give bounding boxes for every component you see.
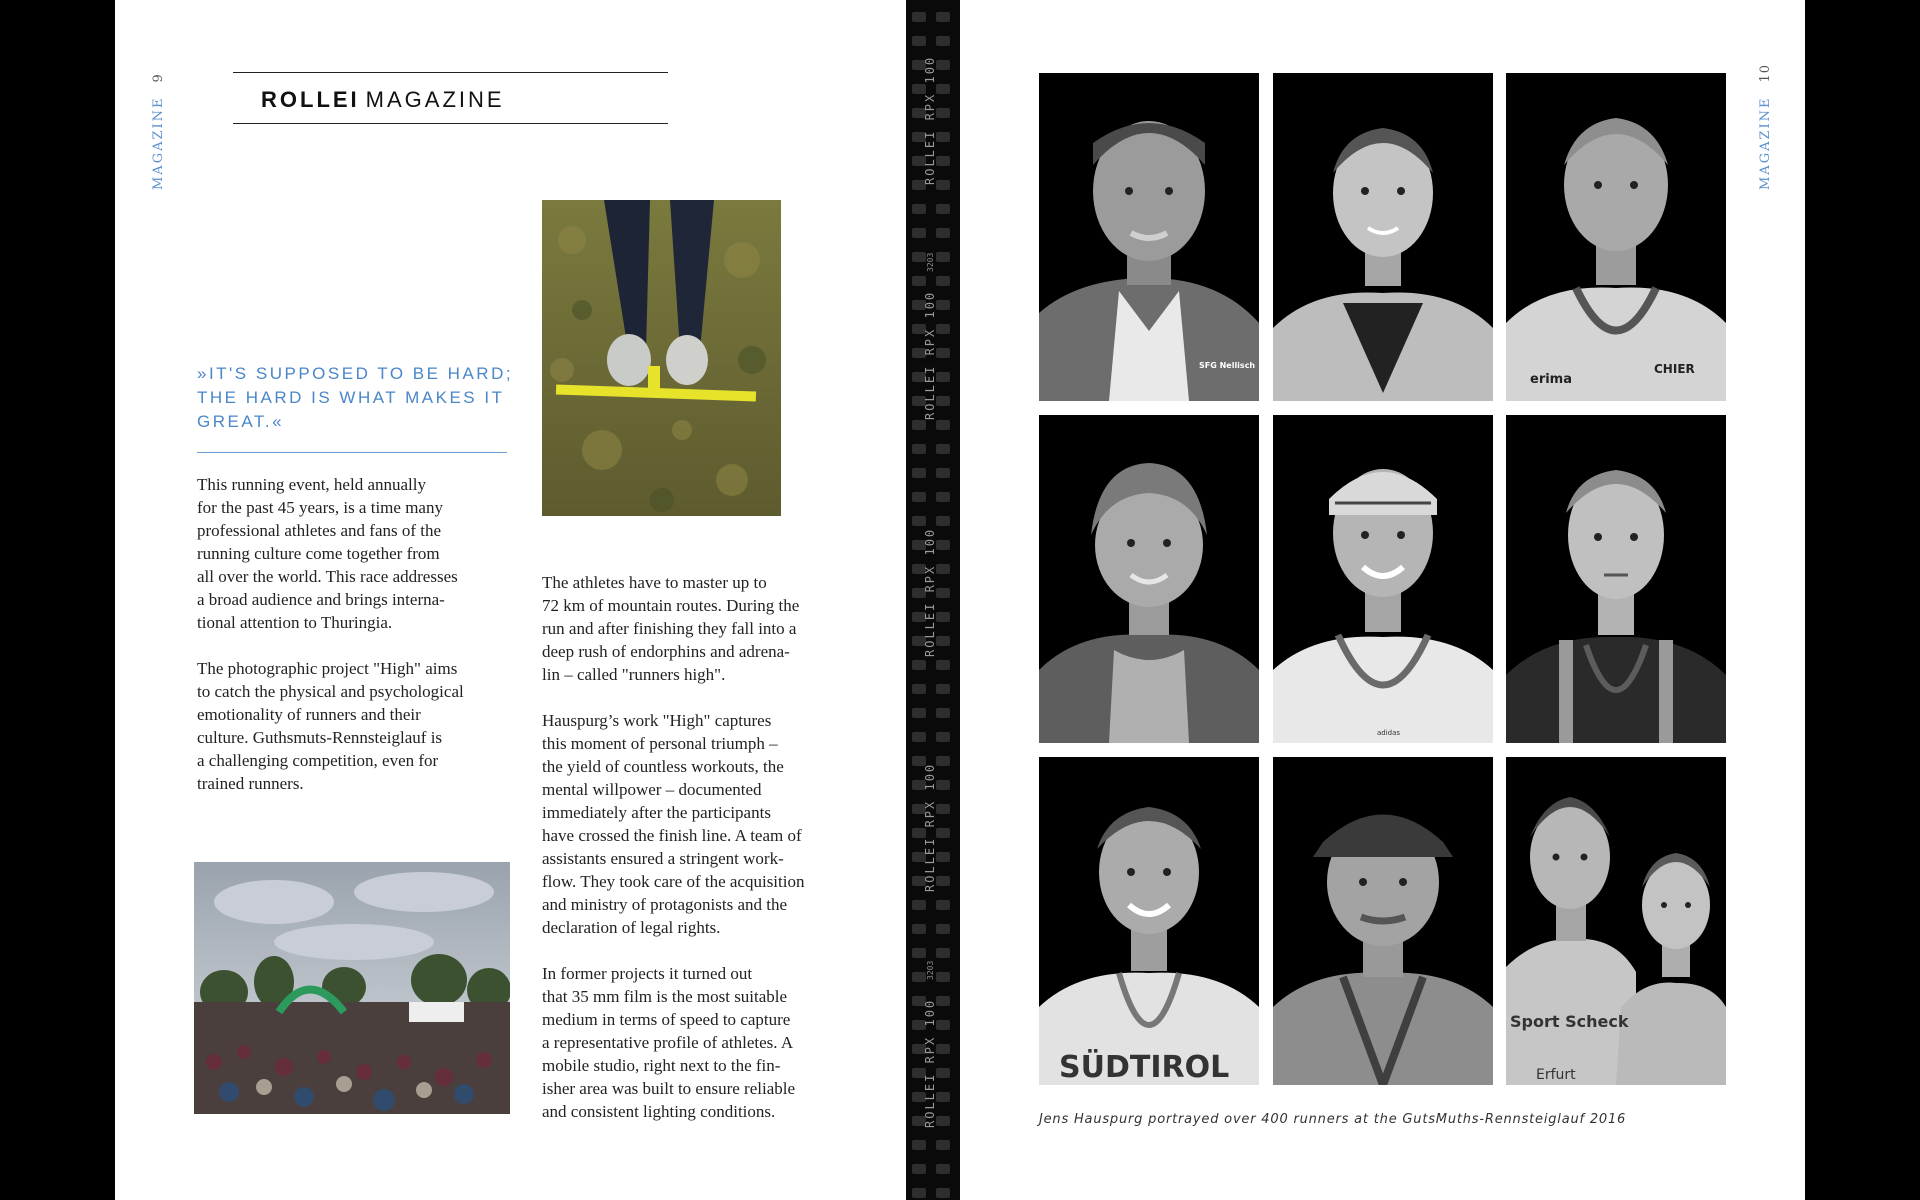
sprocket-hole xyxy=(936,1020,950,1030)
sprocket-hole xyxy=(912,900,926,910)
sprocket-hole xyxy=(936,540,950,550)
sprocket-hole xyxy=(936,1140,950,1150)
sprocket-hole xyxy=(936,36,950,46)
left-page-number: 9 xyxy=(151,73,166,83)
film-label-2: ROLLEI RPX 100 xyxy=(923,290,937,420)
sprocket-hole xyxy=(936,828,950,838)
film-code-2: 3203 xyxy=(926,960,935,980)
sprocket-hole xyxy=(912,948,926,958)
sprocket-hole xyxy=(912,924,926,934)
portrait-5-shirt-text: adidas xyxy=(1377,729,1401,737)
sprocket-hole xyxy=(912,1188,926,1198)
portraits-caption: Jens Hauspurg portrayed over 400 runners at the GutsMuths-Rennsteiglauf 2016 xyxy=(1039,1112,1627,1127)
portrait-9 xyxy=(1506,757,1726,1085)
sprocket-hole xyxy=(936,372,950,382)
sprocket-hole xyxy=(912,516,926,526)
sprocket-hole xyxy=(936,60,950,70)
portrait-5 xyxy=(1273,415,1493,743)
column2-paragraph3: In former projects it turned out that 35 mm film is the most suitable medium in terms of speed to capture a representative profile of athletes. A mobile studio, right next to the fin- isher area was built to ensure reliable and consistent lighting conditions. xyxy=(542,964,796,1121)
portrait-1 xyxy=(1039,73,1259,401)
sprocket-hole xyxy=(936,228,950,238)
sprocket-hole xyxy=(912,204,926,214)
film-label-5: ROLLEI RPX 100 xyxy=(923,998,937,1128)
sprocket-hole xyxy=(936,108,950,118)
sprocket-hole xyxy=(936,564,950,574)
sprocket-hole xyxy=(912,36,926,46)
sprocket-hole xyxy=(936,780,950,790)
sprocket-hole xyxy=(936,852,950,862)
sprocket-hole xyxy=(936,420,950,430)
sprocket-hole xyxy=(936,276,950,286)
masthead xyxy=(233,72,668,124)
masthead-title: MAGAZINE xyxy=(365,87,505,112)
sprocket-hole xyxy=(936,756,950,766)
portrait-9-shirt-text-2: Erfurt xyxy=(1536,1067,1576,1083)
film-label-4: ROLLEI RPX 100 xyxy=(923,762,937,892)
portrait-9-shirt-text: Sport Scheck xyxy=(1510,1012,1629,1031)
sprocket-hole xyxy=(936,1068,950,1078)
sprocket-hole xyxy=(936,996,950,1006)
sprocket-hole xyxy=(936,492,950,502)
right-side-label xyxy=(1758,64,1773,190)
left-side-label xyxy=(151,73,166,190)
sprocket-hole xyxy=(912,420,926,430)
sprocket-hole xyxy=(936,684,950,694)
sprocket-hole xyxy=(936,1116,950,1126)
sprocket-hole xyxy=(936,468,950,478)
sprocket-hole xyxy=(936,12,950,22)
sprocket-hole xyxy=(936,900,950,910)
portrait-4 xyxy=(1039,415,1259,743)
feet-on-finish-line-photo xyxy=(542,200,781,516)
film-label-3: ROLLEI RPX 100 xyxy=(923,527,937,657)
portrait-7 xyxy=(1039,757,1259,1085)
right-page-number: 10 xyxy=(1758,63,1773,83)
sprocket-hole xyxy=(912,1164,926,1174)
sprocket-hole xyxy=(912,708,926,718)
sprocket-hole xyxy=(912,228,926,238)
film-code-1: 3203 xyxy=(926,252,935,272)
sprocket-hole xyxy=(936,804,950,814)
sprocket-hole xyxy=(936,660,950,670)
sprocket-hole xyxy=(936,444,950,454)
sprocket-hole xyxy=(912,1140,926,1150)
column1-paragraph2: The photographic project "High" aims to catch the physical and psychological emotionality of runners and their culture. Guthsmuts-Rennsteiglauf is a challenging competition, even for trained runners. xyxy=(197,659,464,793)
sprocket-hole xyxy=(936,348,950,358)
portrait-3-shirt-brand: erima xyxy=(1530,372,1573,387)
sprocket-hole xyxy=(912,468,926,478)
sprocket-hole xyxy=(936,84,950,94)
sprocket-hole xyxy=(936,876,950,886)
column2-paragraph1: The athletes have to master up to 72 km of mountain routes. During the run and after finishing they fall into a deep rush of endorphins and adrena- lin – called "runners high". xyxy=(542,573,800,684)
film-label-1: ROLLEI RPX 100 xyxy=(923,55,937,185)
sprocket-hole xyxy=(912,732,926,742)
portrait-6 xyxy=(1506,415,1726,743)
portrait-7-shirt-text: SÜDTIROL xyxy=(1059,1050,1230,1085)
sprocket-hole xyxy=(936,204,950,214)
sprocket-hole xyxy=(936,1188,950,1198)
sprocket-hole xyxy=(912,684,926,694)
sprocket-hole xyxy=(912,660,926,670)
portrait-2 xyxy=(1273,73,1493,401)
sprocket-hole xyxy=(936,324,950,334)
right-side-label-text: MAGAZINE xyxy=(1758,96,1773,190)
portrait-3 xyxy=(1506,73,1726,401)
sprocket-hole xyxy=(936,252,950,262)
sprocket-hole xyxy=(912,276,926,286)
sprocket-hole xyxy=(936,588,950,598)
sprocket-hole xyxy=(936,732,950,742)
sprocket-hole xyxy=(936,948,950,958)
sprocket-hole xyxy=(912,12,926,22)
sprocket-hole xyxy=(936,1164,950,1174)
column1-paragraph1: This running event, held annually for the past 45 years, is a time many professional athletes and fans of the running culture come together from all over the world. This race addresses a broad audience and brings interna- tional attention to Thuringia. xyxy=(197,475,458,632)
pull-quote-rule xyxy=(197,452,507,453)
sprocket-hole xyxy=(912,972,926,982)
sprocket-hole xyxy=(912,444,926,454)
sprocket-hole xyxy=(936,156,950,166)
sprocket-hole xyxy=(936,972,950,982)
portrait-3-shirt-text: CHIER xyxy=(1654,362,1695,376)
sprocket-hole xyxy=(936,708,950,718)
sprocket-hole xyxy=(936,300,950,310)
sprocket-hole xyxy=(936,1044,950,1054)
race-crowd-photo xyxy=(194,862,510,1114)
sprocket-hole xyxy=(936,612,950,622)
sprocket-hole xyxy=(936,1092,950,1102)
portrait-8 xyxy=(1273,757,1493,1085)
sprocket-hole xyxy=(936,636,950,646)
column2-paragraph2: Hauspurg’s work "High" captures this moment of personal triumph – the yield of countless workouts, the mental willpower – documented immediately after the participants have crossed the finish line. A team of assistants ensured a stringent work- flow. They took care of the acquisition and ministry of protagonists and the declaration of legal rights. xyxy=(542,711,805,937)
portrait-1-shirt-text: SFG Nellisch xyxy=(1199,361,1256,370)
pull-quote: »IT'S SUPPOSED TO BE HARD; THE HARD IS WHAT MAKES IT GREAT.« xyxy=(197,364,514,431)
sprocket-hole xyxy=(936,132,950,142)
sprocket-hole xyxy=(936,180,950,190)
sprocket-hole xyxy=(936,396,950,406)
sprocket-hole xyxy=(936,924,950,934)
sprocket-hole xyxy=(912,492,926,502)
masthead-brand: ROLLEI xyxy=(261,87,360,112)
sprocket-hole xyxy=(912,252,926,262)
left-side-label-text: MAGAZINE xyxy=(151,96,166,190)
sprocket-hole xyxy=(936,516,950,526)
